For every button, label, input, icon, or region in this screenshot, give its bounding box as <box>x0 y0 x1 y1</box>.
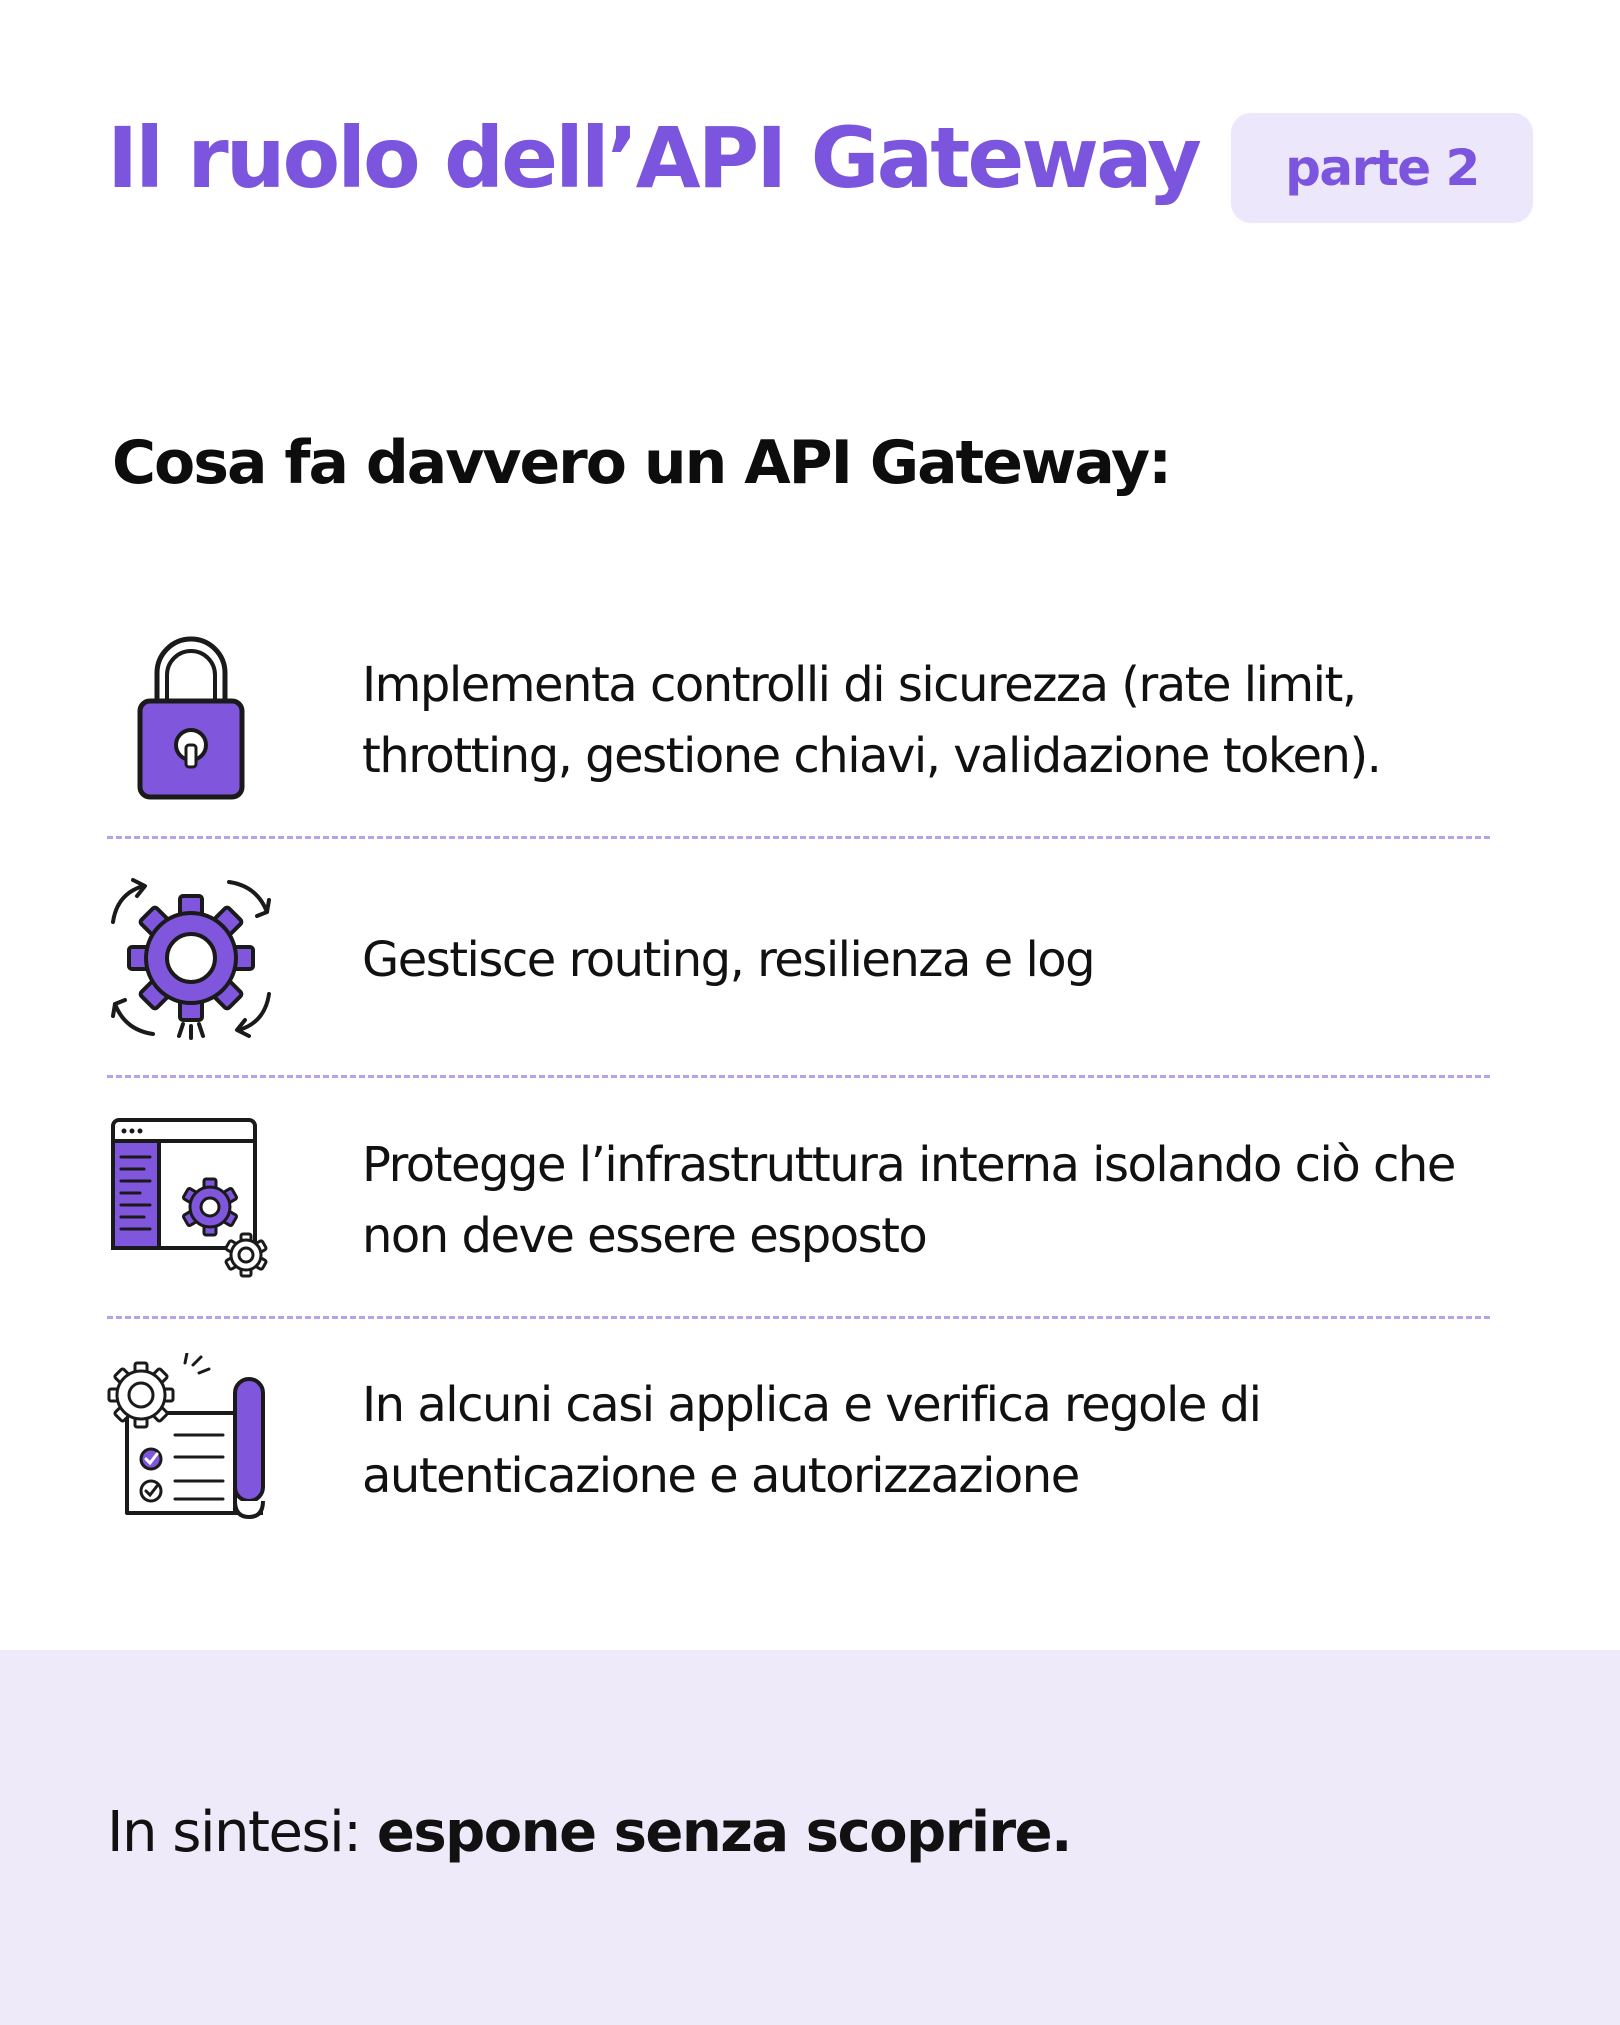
padlock-icon <box>135 633 247 803</box>
gear-cycle-icon <box>105 872 277 1044</box>
summary-prefix: In sintesi: <box>107 1800 377 1865</box>
divider <box>107 836 1490 839</box>
config-window-icon <box>110 1117 274 1279</box>
item-text: Implementa controlli di sicurezza (rate limit, throtting, gestione chiavi, validazione token). <box>362 657 1381 784</box>
divider <box>107 1075 1490 1078</box>
checklist-scroll-icon <box>105 1353 273 1525</box>
summary-highlight: espone senza scoprire. <box>376 1800 1071 1865</box>
summary-text <box>107 1800 1071 1865</box>
page-title: Il ruolo dell’API Gateway <box>107 109 1199 207</box>
part-badge: parte 2 <box>1231 113 1533 223</box>
item-text: Gestisce routing, resilienza e log <box>362 932 1095 988</box>
item-text: In alcuni casi applica e verifica regole di autenticazione e autorizzazione <box>362 1377 1261 1504</box>
divider <box>107 1316 1490 1319</box>
section-subtitle: Cosa fa davvero un API Gateway: <box>112 428 1171 498</box>
item-text: Protegge l’infrastruttura interna isolando ciò che non deve essere esposto <box>362 1137 1455 1264</box>
